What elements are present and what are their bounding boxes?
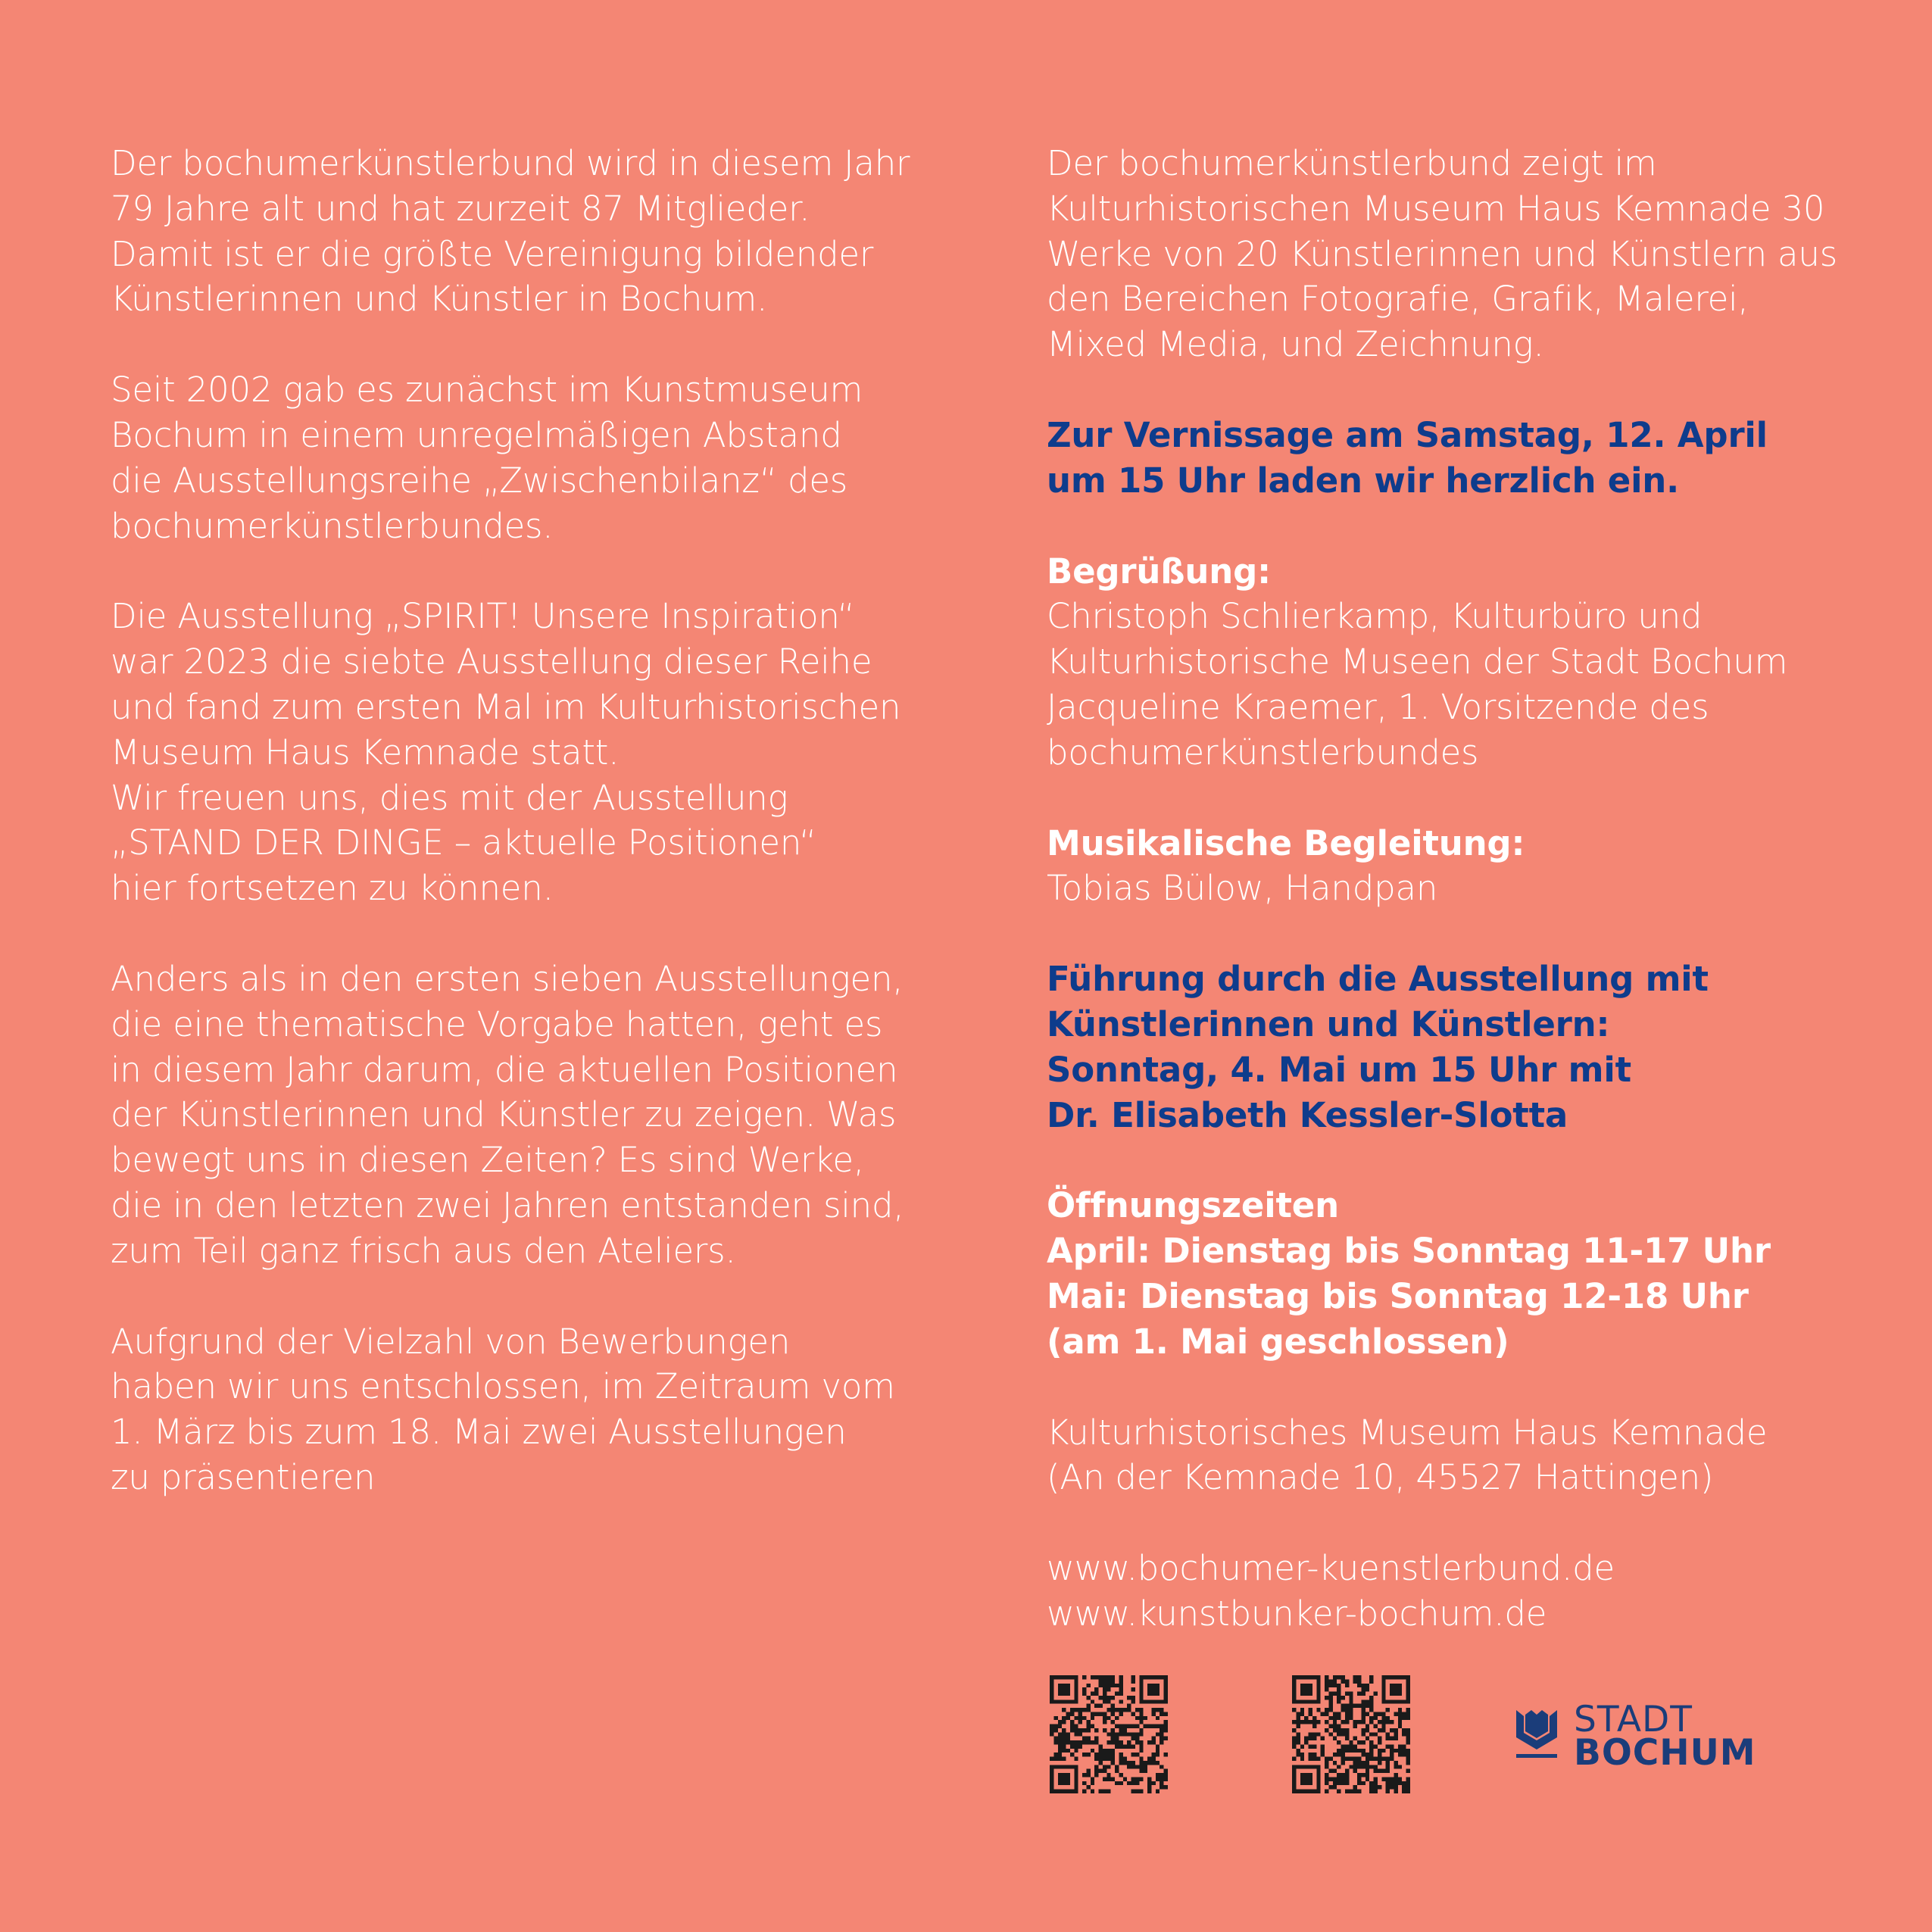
link-kunstbunker[interactable]: www.kunstbunker-bochum.de (1047, 1593, 1547, 1634)
history-paragraph: Seit 2002 gab es zunächst im Kunstmuseum Bochum in einem unregelmäßigen Abstand die Ausstellungsreihe „Zwischenbilanz“ des bochumerkünstlerbundes. (111, 370, 863, 546)
stadt-bochum-logo (1515, 1701, 1757, 1777)
footer-logos (1047, 1675, 1902, 1796)
web-links (1047, 1546, 1902, 1637)
left-column (111, 141, 913, 1500)
vernissage-invitation: Zur Vernissage am Samstag, 12. April um 15 Uhr laden wir herzlich ein. (1047, 414, 1768, 501)
right-column (1047, 141, 1902, 1637)
link-kuenstlerbund[interactable]: www.bochumer-kuenstlerbund.de (1047, 1548, 1615, 1589)
qr-code-icon[interactable] (1292, 1675, 1410, 1793)
tour-section: Führung durch die Ausstellung mit Künstlerinnen und Künstlern: Sonntag, 4. Mai um 15 Uhr mit Dr. Elisabeth Kessler-Slotta (1047, 959, 1709, 1135)
qr-code-icon[interactable] (1050, 1675, 1168, 1793)
logo-text-stadt: STADT (1574, 1699, 1693, 1740)
music-heading: Musikalische Begleitung: (1047, 822, 1525, 863)
exhibition-intro: Der bochumerkünstlerbund zeigt im Kulturhistorischen Museum Haus Kemnade 30 Werke von 20 Künstlerinnen und Künstlern aus den Bereichen Fotografie, Grafik, Malerei, Mixed Media, und Zeichnung. (1047, 143, 1837, 365)
address: Kulturhistorisches Museum Haus Kemnade (An der Kemnade 10, 45527 Hattingen) (1047, 1412, 1768, 1498)
theme-paragraph: Anders als in den ersten sieben Ausstellungen, die eine thematische Vorgabe hatten, geht es in diesem Jahr darum, die aktuellen Positionen der Künstlerinnen und Künstler zu zeigen. Was bewegt uns in diesen Zeiten? Es sind Werke, die in den letzten zwei Jahren entstanden sind, zum Teil ganz frisch aus den Ateliers. (111, 958, 904, 1271)
stadt-bochum-logo-icon (1515, 1707, 1559, 1762)
greeting-section: Begrüßung: Christoph Schlierkamp, Kulturbüro und Kulturhistorische Museen der Stadt Bochum Jacqueline Kraemer, 1. Vorsitzende des bochumerkünstlerbundes (1047, 549, 1902, 776)
previous-exhibition-paragraph: Die Ausstellung „SPIRIT! Unsere Inspiration“ war 2023 die siebte Ausstellung dieser Reihe und fand zum ersten Mal im Kulturhistorischen Museum Haus Kemnade statt. Wir freuen uns, dies mit der Ausstellung „STAND DER DINGE – aktuelle Positionen“ hier fortsetzen zu können. (111, 596, 901, 909)
applications-paragraph: Aufgrund der Vielzahl von Bewerbungen haben wir uns entschlossen, im Zeitraum vom 1. März bis zum 18. Mai zwei Ausstellungen zu präsentieren (111, 1321, 895, 1497)
music-section: Musikalische Begleitung: Tobias Bülow, Handpan (1047, 821, 1902, 912)
intro-paragraph: Der bochumerkünstlerbund wird in diesem Jahr 79 Jahre alt und hat zurzeit 87 Mitglieder. Damit ist er die größte Vereinigung bildender Künstlerinnen und Künstler in Bochum. (111, 143, 910, 320)
greeting-heading: Begrüßung: (1047, 551, 1271, 591)
logo-text-bochum: BOCHUM (1574, 1732, 1756, 1774)
opening-hours: Öffnungszeiten April: Dienstag bis Sonntag 11-17 Uhr Mai: Dienstag bis Sonntag 12-18 Uhr (am 1. Mai geschlossen) (1047, 1185, 1771, 1362)
